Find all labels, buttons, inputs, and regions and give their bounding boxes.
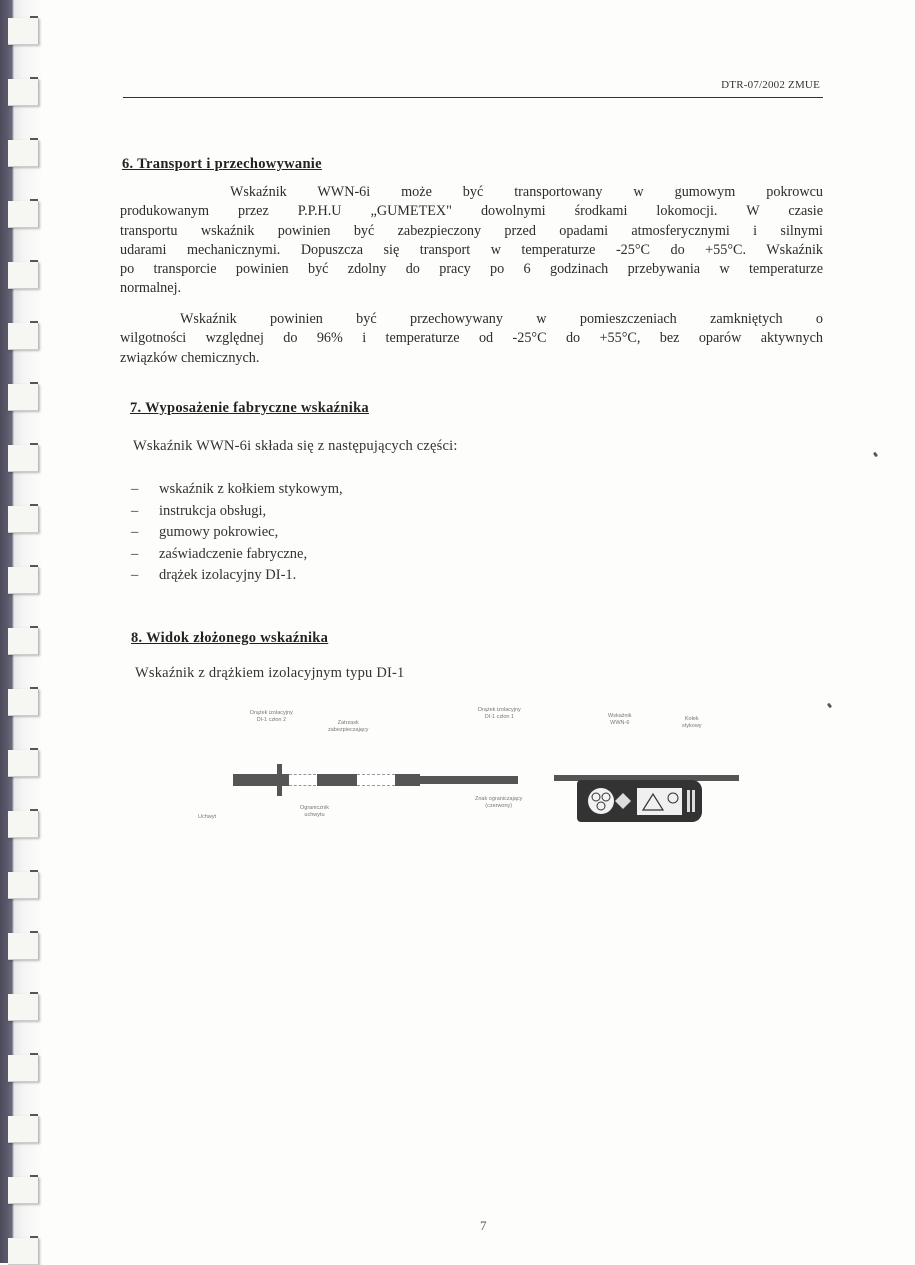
section-8-intro: Wskaźnik z drążkiem izolacyjnym typu DI-1 bbox=[135, 665, 405, 681]
label-line: uchwytu bbox=[304, 812, 325, 818]
text-line: normalnej. bbox=[120, 280, 182, 297]
rod-segment bbox=[317, 774, 357, 786]
text-line: wilgotności względnej do 96% i temperaturze od -25°C do +55°C, bez oparów aktywnych bbox=[120, 330, 823, 347]
text-line: po transporcie powinien być zdolny do pracy po 6 godzinach przebywania w temperaturze bbox=[120, 261, 823, 278]
safety-latch bbox=[395, 774, 420, 786]
list-item bbox=[131, 565, 343, 587]
label-line: Kołek bbox=[684, 716, 699, 722]
assembled-indicator-diagram bbox=[200, 700, 760, 830]
rod-segment bbox=[418, 776, 518, 784]
scan-speck bbox=[873, 452, 878, 458]
label-rod-segment-2 bbox=[250, 710, 293, 724]
label-line: WWN-6 bbox=[610, 720, 630, 726]
list-item bbox=[131, 479, 343, 501]
text-line: produkowanym przez P.P.H.U „GUMETEX" dowolnymi środkami lokomocji. W czasie bbox=[120, 203, 823, 220]
dash-bullet-icon: – bbox=[131, 481, 139, 497]
section-7-heading: 7. Wyposażenie fabryczne wskaźnika bbox=[130, 400, 369, 416]
indicator-device bbox=[577, 780, 702, 822]
label-line: Drążek izolacyjny bbox=[250, 710, 293, 716]
label-handle bbox=[198, 814, 216, 821]
dash-bullet-icon: – bbox=[131, 502, 139, 519]
label-line: Drążek izolacyjny bbox=[478, 707, 521, 713]
rod-white-band bbox=[289, 774, 316, 786]
label-contact-pin bbox=[682, 716, 702, 730]
text-line: udarami mechanicznymi. Dopuszcza się transport w temperaturze -25°C do +55°C. Wskaźnik bbox=[120, 241, 823, 258]
scan-speck bbox=[827, 703, 832, 709]
section-8-heading: 8. Widok złożonego wskaźnika bbox=[131, 630, 329, 646]
label-rod-segment-1 bbox=[478, 707, 521, 721]
indicator-face-icon bbox=[577, 780, 702, 822]
equipment-list bbox=[131, 479, 343, 587]
dash-bullet-icon: – bbox=[131, 524, 139, 540]
label-line: (czerwony) bbox=[485, 803, 513, 809]
label-handle-stop bbox=[300, 805, 329, 819]
section-6-paragraph-1 bbox=[120, 183, 823, 299]
handle-stop bbox=[277, 764, 282, 796]
label-line: stykowy bbox=[682, 723, 702, 729]
label-indicator bbox=[608, 713, 632, 727]
list-item-text: wskaźnik z kołkiem stykowym, bbox=[159, 481, 343, 497]
label-line: Uchwyt bbox=[198, 814, 217, 820]
section-6-heading: 6. Transport i przechowywanie bbox=[122, 156, 322, 172]
section-7-intro: Wskaźnik WWN-6i składa się z następujących części: bbox=[133, 438, 458, 454]
text-line: transportu wskaźnik powinien być zabezpieczony przed opadami atmosferycznymi i silnymi bbox=[120, 222, 823, 239]
text-line: Wskaźnik WWN-6i może być transportowany w gumowym pokrowcu bbox=[230, 184, 823, 200]
document-code: DTR-07/2002 ZMUE bbox=[721, 79, 820, 91]
list-item-text: instrukcja obsługi, bbox=[159, 502, 267, 519]
label-line: Ogranicznik bbox=[300, 805, 330, 811]
rod-white-band bbox=[357, 774, 395, 786]
header-rule bbox=[123, 97, 823, 98]
section-6-paragraph-2 bbox=[120, 310, 823, 368]
dash-bullet-icon: – bbox=[131, 567, 139, 583]
list-item bbox=[131, 522, 343, 544]
list-item bbox=[131, 544, 343, 566]
text-line: związków chemicznych. bbox=[120, 349, 260, 366]
label-line: Znak ograniczający bbox=[475, 796, 523, 802]
label-line: Zatrzask bbox=[337, 720, 359, 726]
label-line: zabezpieczający bbox=[328, 727, 369, 733]
list-item-text: gumowy pokrowiec, bbox=[159, 524, 279, 540]
label-safety-latch bbox=[328, 720, 368, 734]
label-limit-mark bbox=[475, 796, 522, 810]
label-line: DI-1 człon 2 bbox=[256, 717, 287, 723]
list-item bbox=[131, 501, 343, 523]
label-line: Wskaźnik bbox=[608, 713, 632, 719]
text-line: Wskaźnik powinien być przechowywany w pomieszczeniach zamkniętych o bbox=[180, 311, 823, 327]
list-item-text: drążek izolacyjny DI-1. bbox=[159, 567, 297, 583]
dash-bullet-icon: – bbox=[131, 545, 139, 562]
page-number: 7 bbox=[480, 1218, 487, 1233]
label-line: DI-1 człon 1 bbox=[484, 714, 515, 720]
list-item-text: zaświadczenie fabryczne, bbox=[159, 545, 308, 562]
